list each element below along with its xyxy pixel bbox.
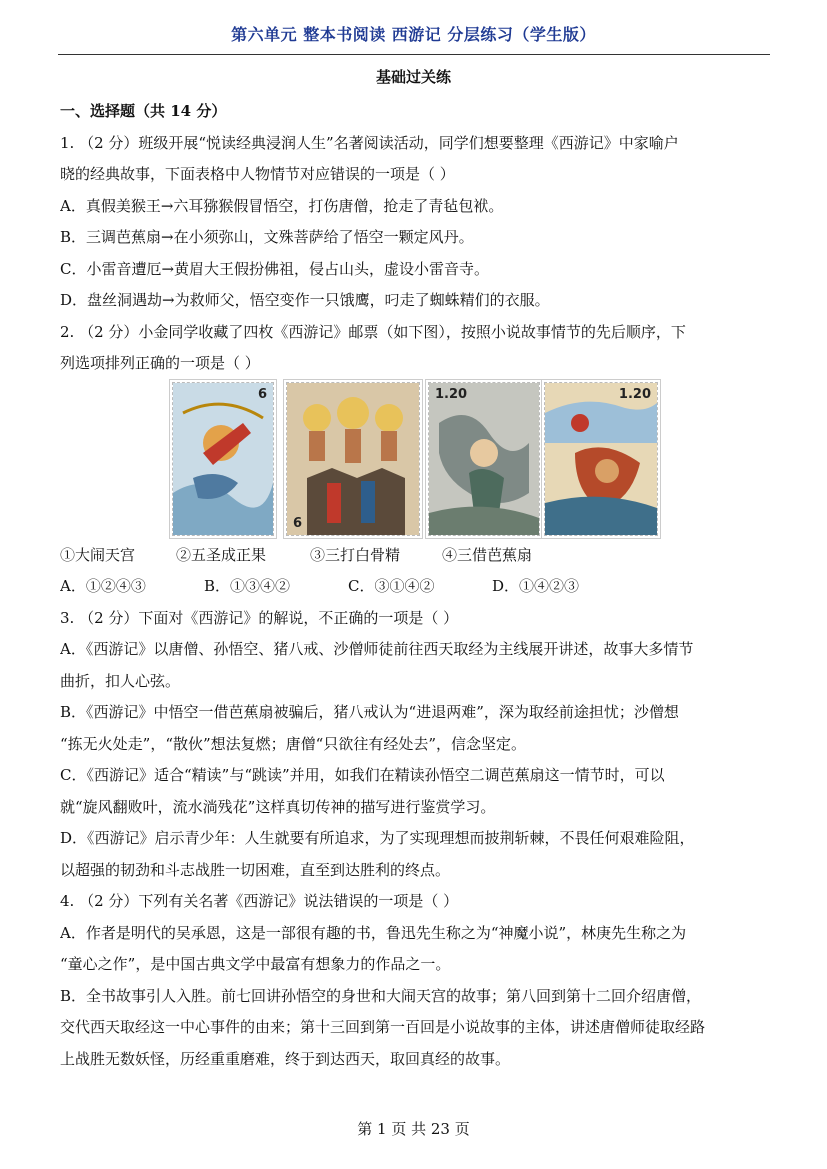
caption-1: ①大闹天宫 (60, 545, 136, 564)
q1-option-b: B．三调芭蕉扇→在小须弥山，文殊菩萨给了悟空一颗定风丹。 (60, 228, 474, 246)
part-heading: 一、选择题（共 14 分） (60, 102, 227, 120)
q4-option-b-line2: 交代西天取经这一中心事件的由来；第十三回到第一百回是小说故事的主体，讲述唐僧师徒取经路 (60, 1018, 706, 1036)
q2-choices (60, 571, 772, 603)
q4-option-b-line3: 上战胜无数妖怪，历经重重磨难，终于到达西天，取回真经的故事。 (60, 1049, 511, 1068)
q4-option-a-line2: “童心之作”，是中国古典文学中最富有想象力的作品之一。 (60, 955, 451, 973)
q1-option-c: C．小雷音遭厄→黄眉大王假扮佛祖，侵占山头，虚设小雷音寺。 (60, 259, 490, 278)
stamp-1 (172, 382, 274, 536)
q3-option-c-line1: C．《西游记》适合“精读”与“跳读”并用，如我们在精读孙悟空二调芭蕉扇这一情节时，可以 (60, 766, 665, 784)
stamp-captions (60, 540, 772, 572)
q3-option-a-line2: 曲折，扣人心弦。 (60, 671, 181, 690)
q3-option-c-line2: 就“旋风翻败叶，流水淌残花”这样真切传神的描写进行鉴赏学习。 (60, 797, 496, 816)
section-title: 基础过关练 (375, 68, 451, 86)
q2-stem-line1: 2. （2 分）小金同学收藏了四枚《西游记》邮票（如下图），按照小说故事情节的先后顺序，下 (60, 322, 686, 341)
header-divider (58, 54, 770, 55)
caption-4: ④三借芭蕉扇 (442, 545, 533, 564)
stamp-images (60, 380, 772, 540)
q3-option-d-line2: 以超强的韧劲和斗志战胜一切困难，直至到达胜利的终点。 (60, 860, 451, 879)
stamp-price: 1.20 (435, 386, 468, 402)
q2-choice-d: D．①④②③ (492, 577, 580, 595)
stamp-price: 1.20 (618, 386, 651, 402)
q4-stem: 4. （2 分）下列有关名著《西游记》说法错误的一项是（ ） (60, 892, 459, 910)
q3-stem: 3. （2 分）下面对《西游记》的解说，不正确的一项是（ ） (60, 608, 459, 627)
stamp-price: 6 (257, 386, 267, 402)
page-number: 第 1 页 共 23 页 (357, 1120, 470, 1138)
caption-3: ③三打白骨精 (310, 545, 401, 564)
stamp-3 (428, 382, 540, 536)
q3-option-b-line1: B．《西游记》中悟空一借芭蕉扇被骗后，猪八戒认为“进退两难”，深为取经前途担忧；沙僧想 (60, 703, 679, 721)
q3-option-a-line1: A．《西游记》以唐僧、孙悟空、猪八戒、沙僧师徒前往西天取经为主线展开讲述，故事大多情节 (60, 640, 694, 658)
document-body (60, 96, 772, 1075)
stamp-4 (544, 382, 658, 536)
q2-choice-c: C．③①④② (348, 577, 435, 595)
q3-option-b-line2: “拣无火处走”，“散伙”想法复燃；唐僧“只欲往有经处去”，信念坚定。 (60, 734, 527, 753)
q4-option-b-line1: B．全书故事引人入胜。前七回讲孙悟空的身世和大闹天宫的故事；第八回到第十二回介绍唐僧， (60, 986, 702, 1005)
stamp-price: 6 (293, 515, 303, 531)
q2-choice-a: A．①②④③ (60, 577, 146, 595)
q4-option-a-line1: A．作者是明代的吴承恩，这是一部很有趣的书，鲁迅先生称之为“神魔小说”，林庚先生称之为 (60, 923, 687, 942)
caption-2: ②五圣成正果 (176, 545, 267, 564)
q1-stem-line1: 1. （2 分）班级开展“悦读经典浸润人生”名著阅读活动，同学们想要整理《西游记》中家喻户 (60, 133, 679, 152)
q1-stem-line2: 晓的经典故事，下面表格中人物情节对应错误的一项是（ ） (60, 165, 455, 183)
q2-choice-b: B．①③④② (204, 577, 291, 595)
q1-option-a: A．真假美猴王→六耳猕猴假冒悟空，打伤唐僧，抢走了青毡包袱。 (60, 196, 504, 215)
stamp-2 (286, 382, 420, 536)
q2-stem-line2: 列选项排列正确的一项是（ ） (60, 354, 260, 372)
document-header: 第六单元 整本书阅读 西游记 分层练习（学生版） (231, 25, 596, 44)
q1-option-d: D．盘丝洞遇劫→为救师父，悟空变作一只饿鹰，叼走了蜘蛛精们的衣服。 (60, 291, 550, 309)
q3-option-d-line1: D．《西游记》启示青少年：人生就要有所追求，为了实现理想而披荆斩棘，不畏任何艰难险阻， (60, 829, 695, 847)
